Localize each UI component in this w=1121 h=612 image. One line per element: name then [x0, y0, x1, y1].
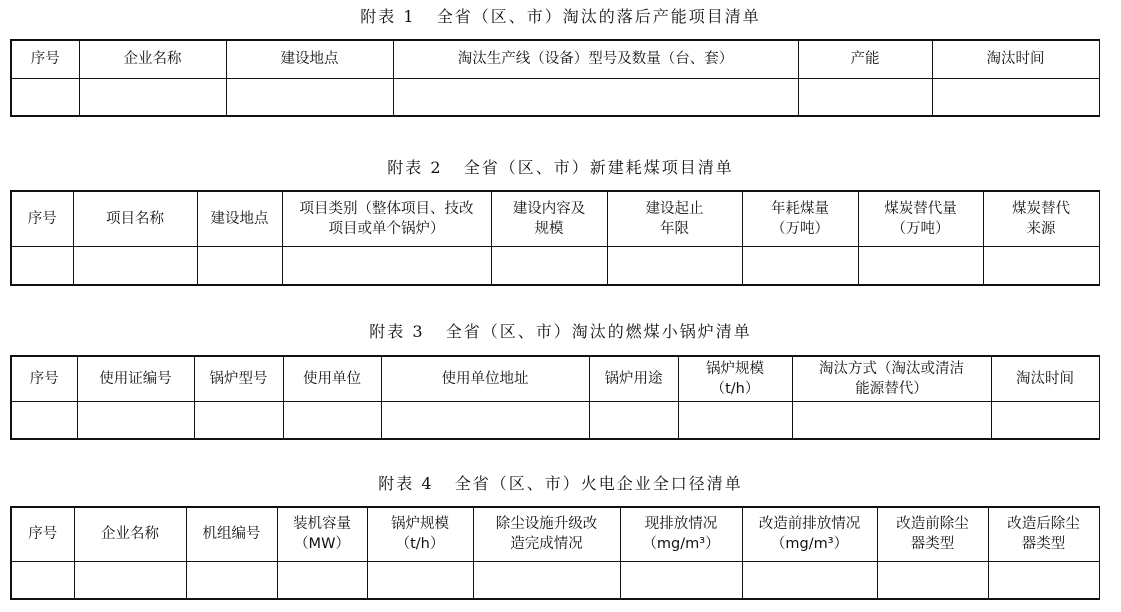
table-2-header-cell: 建设起止 年限	[607, 191, 742, 246]
table-3-header-cell: 序号	[11, 356, 77, 401]
table-3-blank-row	[11, 401, 1099, 439]
table-1-cell	[11, 78, 79, 116]
table-4-cell	[742, 561, 877, 599]
table-3	[10, 355, 1100, 440]
table-4-header-cell: 改造前排放情况 （mg/m³）	[742, 507, 877, 561]
table-4	[10, 506, 1100, 600]
table-4-cell	[988, 561, 1099, 599]
table-3-cell	[11, 401, 77, 439]
table-4-header-cell: 除尘设施升级改 造完成情况	[473, 507, 620, 561]
table-4-header-row	[11, 507, 1099, 561]
table-3-cell	[77, 401, 194, 439]
table-2	[10, 190, 1100, 286]
table-2-header-cell: 煤炭替代量 （万吨）	[858, 191, 983, 246]
table-2-caption: 附表 2 全省（区、市）新建耗煤项目清单	[387, 158, 734, 177]
table-3-header-cell: 淘汰时间	[991, 356, 1099, 401]
table-3-header-cell: 锅炉型号	[194, 356, 283, 401]
table-2-cell	[197, 246, 282, 285]
table-4-caption: 附表 4 全省（区、市）火电企业全口径清单	[378, 474, 743, 493]
table-2-header-cell: 煤炭替代 来源	[983, 191, 1099, 246]
table-2-cell	[73, 246, 197, 285]
table-2-blank-row	[11, 246, 1099, 285]
table-1-caption: 附表 1 全省（区、市）淘汰的落后产能项目清单	[360, 7, 761, 26]
table-3-cell	[589, 401, 678, 439]
table-2-header-cell: 建设内容及 规模	[491, 191, 607, 246]
table-4-cell	[74, 561, 186, 599]
table-1-header-cell: 淘汰生产线（设备）型号及数量（台、套）	[393, 40, 798, 78]
table-3-header-cell: 使用单位地址	[381, 356, 589, 401]
table-2-cell	[607, 246, 742, 285]
table-4-header-cell: 序号	[11, 507, 74, 561]
table-1-cell	[932, 78, 1099, 116]
table-4-cell	[277, 561, 367, 599]
table-2-header-cell: 序号	[11, 191, 73, 246]
table-4-header-cell: 机组编号	[186, 507, 277, 561]
table-2-header-row	[11, 191, 1099, 246]
table-2-header-cell: 建设地点	[197, 191, 282, 246]
table-1-header-cell: 淘汰时间	[932, 40, 1099, 78]
table-1-blank-row	[11, 78, 1099, 116]
table-3-header-cell: 使用证编号	[77, 356, 194, 401]
table-1-cell	[798, 78, 932, 116]
table-4-header-cell: 企业名称	[74, 507, 186, 561]
table-1-cell	[226, 78, 393, 116]
table-4-cell	[186, 561, 277, 599]
table-3-caption: 附表 3 全省（区、市）淘汰的燃煤小锅炉清单	[369, 322, 752, 341]
table-4-cell	[877, 561, 988, 599]
table-3-cell	[792, 401, 991, 439]
table-1-header-cell: 产能	[798, 40, 932, 78]
table-2-header-cell: 年耗煤量 （万吨）	[742, 191, 858, 246]
table-2-cell	[983, 246, 1099, 285]
table-3-cell	[678, 401, 792, 439]
table-3-cell	[381, 401, 589, 439]
table-1-header-cell: 企业名称	[79, 40, 226, 78]
table-3-header-cell: 锅炉规模 （t/h）	[678, 356, 792, 401]
table-4-header-cell: 改造前除尘 器类型	[877, 507, 988, 561]
table-4-cell	[473, 561, 620, 599]
table-3-header-cell: 淘汰方式（淘汰或清洁 能源替代）	[792, 356, 991, 401]
table-4-header-cell: 改造后除尘 器类型	[988, 507, 1099, 561]
table-3-header-cell: 使用单位	[283, 356, 381, 401]
table-2-cell	[491, 246, 607, 285]
table-4-cell	[367, 561, 473, 599]
table-4-blank-row	[11, 561, 1099, 599]
table-2-cell	[282, 246, 491, 285]
table-1-header-cell: 序号	[11, 40, 79, 78]
table-4-header-cell: 锅炉规模 （t/h）	[367, 507, 473, 561]
table-1-cell	[79, 78, 226, 116]
table-4-header-cell: 现排放情况 （mg/m³）	[620, 507, 742, 561]
table-2-header-cell: 项目类别（整体项目、技改 项目或单个锅炉）	[282, 191, 491, 246]
table-3-cell	[194, 401, 283, 439]
table-1-cell	[393, 78, 798, 116]
table-3-cell	[991, 401, 1099, 439]
table-3-header-row	[11, 356, 1099, 401]
table-2-header-cell: 项目名称	[73, 191, 197, 246]
table-2-cell	[858, 246, 983, 285]
table-2-cell	[11, 246, 73, 285]
table-4-cell	[11, 561, 74, 599]
table-1	[10, 39, 1100, 117]
table-3-header-cell: 锅炉用途	[589, 356, 678, 401]
table-2-cell	[742, 246, 858, 285]
table-1-header-cell: 建设地点	[226, 40, 393, 78]
table-3-cell	[283, 401, 381, 439]
table-4-header-cell: 装机容量 （MW）	[277, 507, 367, 561]
table-1-header-row	[11, 40, 1099, 78]
table-4-cell	[620, 561, 742, 599]
